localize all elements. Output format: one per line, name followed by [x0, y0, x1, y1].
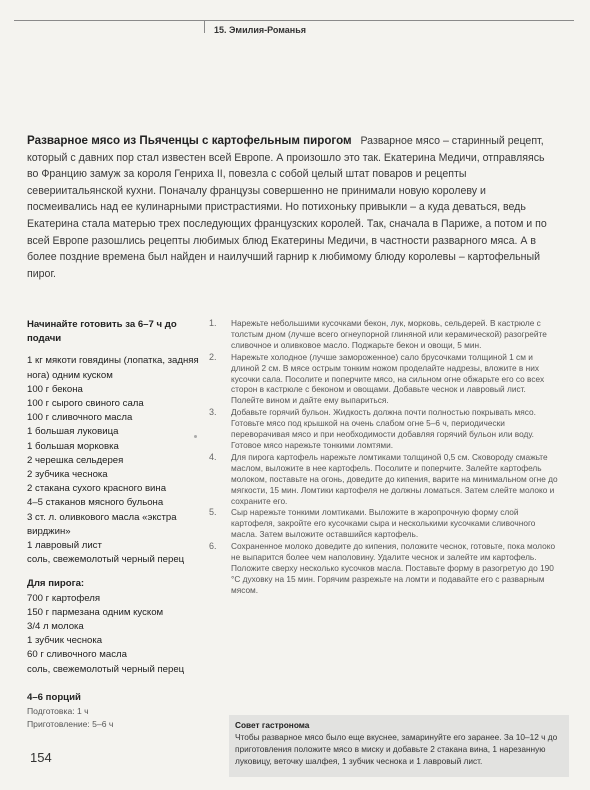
ingredient-item: 4–5 стаканов мясного бульона	[27, 497, 164, 509]
step-number: 3.	[209, 407, 217, 418]
ingredient-item: соль, свежемолотый черный перец	[27, 554, 185, 566]
portions: 4–6 порций	[27, 691, 81, 703]
step-number: 1.	[209, 318, 217, 328]
ingredient-item: 100 г бекона	[27, 383, 83, 395]
step-text: Сыр нарежьте тонкими ломтиками. Выложите в жаропрочную форму слой картофеля, закройте его кусочками сыра и несколькими кусочками сливочного масла. Затем выложите оставшийся картофель.	[231, 507, 536, 540]
ingredient-item: 1 кг мякоти говядины (лопатка, задняя нога) одним куском	[27, 355, 199, 381]
cook-duration: Приготовление: 5–6 ч	[27, 719, 114, 730]
step-text: Добавьте горячий бульон. Жидкость должна почти полностью покрывать мясо. Готовьте мясо под крышкой на очень слабом огне 5–6 ч, периодически переворачивая мясо и при необходимости добавляя горячий бульон или воду. Готовое мясо нарежьте тонкими ломтями.	[231, 407, 536, 450]
step-item	[205, 452, 560, 507]
chapter-title: 15. Эмилия-Романья	[214, 25, 307, 35]
step-item	[205, 541, 560, 596]
step-item	[205, 318, 560, 351]
ingredient-item: 1 лавровый лист	[27, 540, 102, 552]
ingredient-item: 1 зубчик чеснока	[27, 635, 103, 647]
step-item	[205, 507, 560, 540]
recipe-title: Разварное мясо из Пьяченцы с картофельным пирогом	[27, 134, 352, 147]
header-rule	[14, 21, 205, 33]
step-text: Нарежьте небольшими кусочками бекон, лук, морковь, сельдерей. В кастрюле с толстым дном (лучше всего огнеупорной глиняной или керамической) разогрейте сливочное и оливковое масло. Поджарьте бекон и овощи, 5 мин.	[231, 318, 547, 350]
ingredient-item: 60 г сливочного масла	[27, 649, 127, 661]
recipe-intro	[27, 133, 557, 282]
ingredients-column	[27, 318, 202, 731]
ingredient-item: 2 стакана сухого красного вина	[27, 483, 167, 495]
pie-ingredients-list	[27, 592, 202, 677]
ingredient-item: 1 большая морковка	[27, 440, 119, 452]
tip-text: Чтобы разварное мясо было еще вкуснее, замаринуйте его заранее. За 10–12 ч до приготовления положите мясо в миску и добавьте 2 стакана вина, 1 нарезанную луковицу, веточку шалфея, 1 зубчик чеснока и 1 лавровый лист.	[235, 732, 558, 766]
step-item	[205, 407, 560, 451]
bullet-dot	[194, 435, 197, 438]
ingredient-item: 2 черешка сельдерея	[27, 454, 124, 466]
page-number: 154	[30, 750, 52, 765]
step-number: 4.	[209, 451, 217, 462]
prep-duration: Подготовка: 1 ч	[27, 706, 89, 717]
step-item	[205, 352, 560, 407]
tip-title: Совет гастронома	[235, 720, 310, 730]
ingredient-item: 100 г сырого свиного сала	[27, 398, 144, 410]
gastronome-tip-box	[229, 715, 569, 777]
step-number: 5.	[209, 507, 217, 518]
step-text: Нарежьте холодное (лучше замороженное) сало брусочками толщиной 1 см и длиной 2 см. В мясе острым тонким ножом проделайте надрезы, вложите в них кусочки сала. Посолите и поперчите мясо, на сильном огне обжарьте его со всех сторон в кастрюле с беконом и овощами. Добавьте чеснок и лавровый лист. Полейте вином и дайте ему выпариться.	[231, 351, 545, 406]
ingredient-item: соль, свежемолотый черный перец	[27, 663, 185, 675]
step-number: 2.	[209, 351, 217, 362]
step-text: Сохраненное молоко доведите до кипения, положите чеснок, готовьте, пока молоко не выпарится более чем наполовину. Удалите чеснок и залейте им картофель. Положите сверху несколько кусочков масла. Поставьте форму в разогретую до 190 °C духовку на 15 мин. Горячим разрежьте на ломти и подавайте его с разварным мясом.	[231, 541, 556, 595]
running-header	[14, 20, 574, 43]
steps-list	[205, 318, 560, 597]
ingredient-item: 1 большая луковица	[27, 426, 119, 438]
ingredient-item: 150 г пармезана одним куском	[27, 606, 164, 618]
ingredient-item: 2 зубчика чеснока	[27, 469, 108, 481]
ingredient-item: 700 г картофеля	[27, 592, 101, 604]
step-text: Для пирога картофель нарежьте ломтиками толщиной 0,5 см. Сковороду смажьте маслом, выложите в нее картофель. Посолите и поперчите. Залейте картофель молоком, поставьте на огонь, доведите до кипения, варите на минимальном огне до мягкости, 15 мин. Ломтики картофеля не должны ломаться. Затем слейте молоко и сохраните его.	[231, 451, 558, 506]
ingredients-list	[27, 354, 202, 567]
intro-text: Разварное мясо – старинный рецепт, который с давних пор стал известен всей Европе. А произошло это так. Екатерина Медичи, отправляясь во Францию замуж за короля Генриха II, повезла с собой целый штат поваров и рецепты севериитальянской кухни. Поначалу французы совершенно не принимали новую королеву и посмеивались над ее кулинарными пристрастиями. Но потихоньку привыкли – а куда деваться, ведь Екатерина стала матерью трех последующих французских королей. Так, сначала в Париже, а потом и по всей Европе разошлись рецепты любимых блюд Екатерины Медичи, в частности разварного мяса. А в более поздние времена был найден и наилучший гарнир к любимому блюду королевы – картофельный пирог.	[27, 135, 547, 280]
prep-time-note: Начинайте готовить за 6–7 ч до подачи	[27, 319, 177, 345]
ingredient-item: 3/4 л молока	[27, 621, 84, 633]
pie-section-title: Для пирога:	[27, 578, 85, 590]
ingredient-item: 3 ст. л. оливкового масла «экстра вирджин»	[27, 511, 177, 537]
step-number: 6.	[209, 541, 217, 552]
ingredient-item: 100 г сливочного масла	[27, 412, 133, 424]
